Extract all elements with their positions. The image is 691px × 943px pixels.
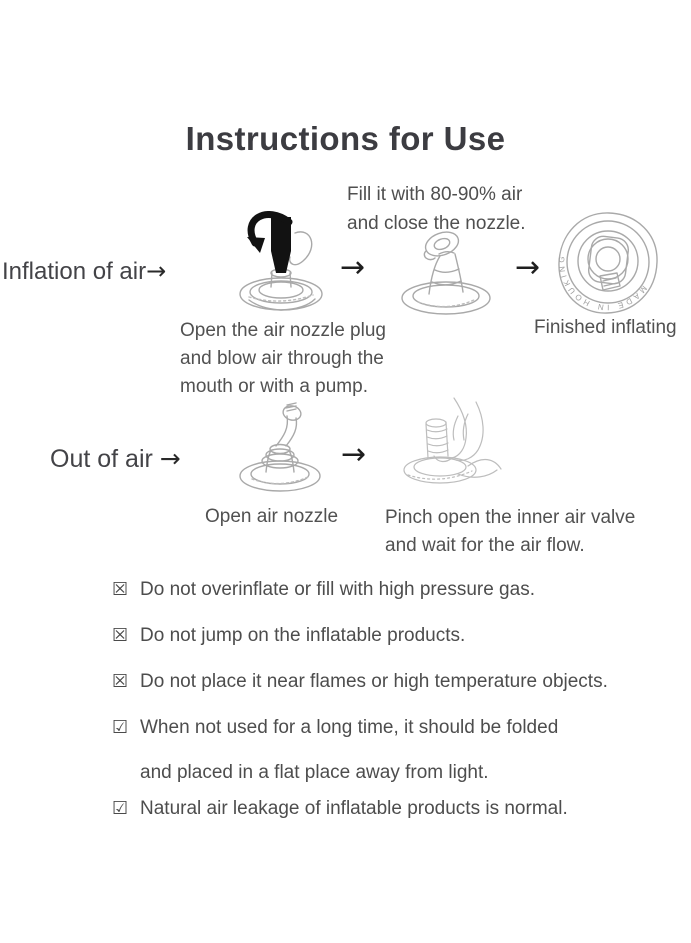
warning-item	[112, 797, 691, 821]
right-arrow-icon: →	[159, 444, 181, 473]
valve-rim-text: MADE IN HOUKING	[557, 253, 649, 312]
step-arrow-icon: →	[515, 250, 541, 285]
warning-text: Do not jump on the inflatable products.	[140, 625, 466, 646]
warning-text: Do not place it near flames or high temperature objects.	[140, 671, 608, 692]
warning-text: When not used for a long time, it should be folded	[140, 717, 559, 738]
fill-note-line1: Fill it with 80-90% air	[347, 184, 523, 205]
open-plug-illustration	[227, 211, 333, 317]
inflation-label: Inflation of air→	[2, 257, 167, 285]
crossed-checkbox-icon: ☒	[112, 625, 129, 646]
closed-valve-top-illustration	[551, 209, 665, 319]
deflation-open-caption: Open air nozzle	[205, 506, 339, 527]
step-arrow-icon: →	[340, 250, 366, 285]
deflate-nozzle-icon	[236, 400, 326, 495]
warning-text: Do not overinflate or fill with high pressure gas.	[140, 579, 535, 600]
crossed-checkbox-icon: ☒	[112, 671, 129, 692]
warning-item	[112, 578, 691, 602]
checked-checkbox-icon: ☑	[112, 717, 129, 738]
open-plug-icon	[227, 211, 333, 317]
deflate-nozzle-illustration	[236, 400, 326, 495]
pinch-caption-line2: and wait for the air flow.	[385, 535, 585, 556]
closed-valve-icon	[551, 209, 665, 319]
pinch-caption	[385, 504, 635, 560]
inflation-open-caption-line1: Open the air nozzle plug	[180, 320, 386, 341]
warning-item	[112, 624, 691, 648]
inflation-open-caption-line2: and blow air through the	[180, 348, 384, 369]
deflation-label: Out of air →	[50, 444, 181, 473]
fill-note-line2: and close the nozzle.	[347, 213, 526, 234]
warning-item	[112, 670, 691, 694]
step-arrow-icon: →	[341, 437, 367, 472]
inflation-open-caption-line3: mouth or with a pump.	[180, 376, 368, 397]
warning-text: Natural air leakage of inflatable products is normal.	[140, 798, 568, 819]
warning-text: and placed in a flat place away from light.	[140, 762, 489, 783]
inflation-open-caption	[180, 317, 386, 401]
pinch-valve-icon	[388, 396, 506, 498]
open-nozzle-illustration	[396, 220, 494, 318]
pinch-caption-line1: Pinch open the inner air valve	[385, 507, 636, 528]
pinch-valve-illustration	[388, 396, 506, 498]
right-arrow-icon: →	[146, 257, 167, 285]
warning-item	[112, 716, 691, 740]
open-nozzle-icon	[396, 220, 494, 318]
page-title: Instructions for Use	[185, 120, 506, 157]
finished-inflating-label: Finished inflating	[534, 317, 677, 338]
checked-checkbox-icon: ☑	[112, 798, 129, 819]
warning-item-continuation	[112, 761, 691, 785]
crossed-checkbox-icon: ☒	[112, 579, 129, 600]
